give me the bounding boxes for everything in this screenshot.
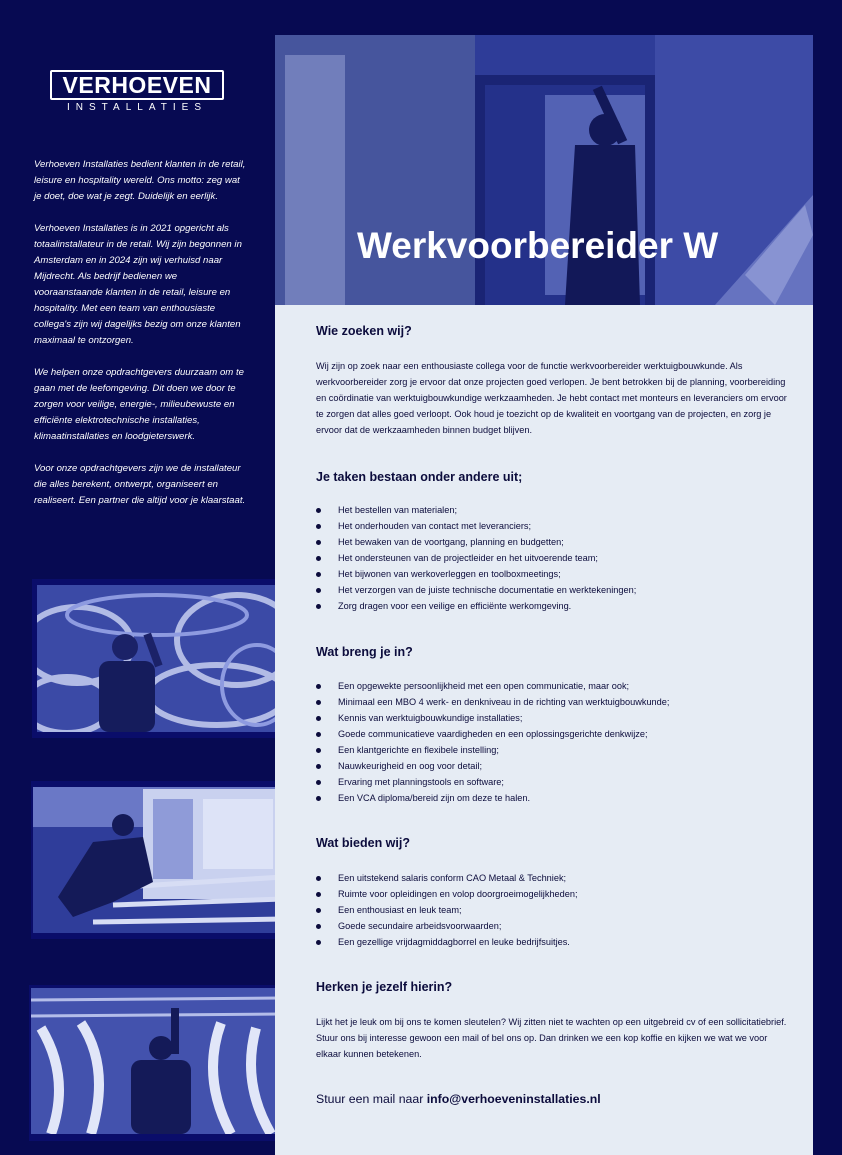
list-item: Zorg dragen voor een veilige en efficiënte werkomgeving. — [316, 598, 792, 614]
section-title-herken: Herken je jezelf hierin? — [316, 980, 453, 994]
list-item: Het bestellen van materialen; — [316, 502, 792, 518]
company-logo — [50, 70, 226, 116]
intro-paragraph: Voor onze opdrachtgevers zijn we de installateur die alles berekent, ontwerpt, organiseert en realiseert. Een partner die altijd voor je klaarstaat. — [34, 463, 246, 506]
list-item: Een gezellige vrijdagmiddagborrel en leuke bedrijfsuitjes. — [316, 934, 792, 950]
logo-subtitle: INSTALLATIES — [67, 102, 207, 113]
photo-technician-cables-image — [37, 585, 286, 732]
company-intro — [34, 157, 246, 525]
photo-technician-cables — [37, 585, 286, 732]
list-item: Nauwkeurigheid en oog voor detail; — [316, 758, 792, 774]
list-item: Het bewaken van de voortgang, planning en budgetten; — [316, 534, 792, 550]
section-text-wie: Wij zijn op zoek naar een enthousiaste collega voor de functie werkvoorbereider werktuigbouwkunde. Als werkvoorbereider zorg je ervoor dat onze projecten goed verlopen. Je bent betrokken bij de planning, voorbereiding en coördinatie van werktuigbouwkundige werkzaamheden. Je hebt contact met monteurs en leveranciers om ervoor te zorgen dat alles goed verloopt. Ook houd je toezicht op de kwaliteit en voortgang van de projecten, en zorg je ervoor dat de werkzaamheden binnen budget blijven. — [316, 361, 787, 435]
contact-prefix: Stuur een mail naar — [316, 1092, 427, 1106]
intro-paragraph: Verhoeven Installaties bedient klanten in de retail, leisure en hospitality wereld. Ons motto: zeg wat je doet, doe wat je zegt. Duidelijk en eerlijk. — [34, 159, 246, 202]
list-item: Goede communicatieve vaardigheden en een oplossingsgerichte denkwijze; — [316, 726, 792, 742]
list-item: Kennis van werktuigbouwkundige installaties; — [316, 710, 792, 726]
photo-technician-ceiling-image — [31, 988, 281, 1134]
photo-technician-unit-image — [33, 787, 283, 933]
logo-wordmark: VERHOEVEN — [50, 70, 224, 100]
list-item: Een uitstekend salaris conform CAO Metaal & Techniek; — [316, 870, 792, 886]
job-title: Werkvoorbereider W — [357, 225, 719, 266]
photo-technician-ceiling — [31, 988, 281, 1134]
section-title-breng: Wat breng je in? — [316, 645, 413, 659]
list-item: Het bijwonen van werkoverleggen en toolboxmeetings; — [316, 566, 792, 582]
list-item: Een opgewekte persoonlijkheid met een open communicatie, maar ook; — [316, 678, 792, 694]
intro-paragraph: We helpen onze opdrachtgevers duurzaam om te gaan met de leefomgeving. Dit doen we door te zorgen voor veilige, energie-, milieubewuste en efficiënte elektrotechnische installaties, klimaatinstallaties en loodgieterswerk. — [34, 367, 244, 442]
section-title-bieden: Wat bieden wij? — [316, 836, 410, 850]
list-item: Het ondersteunen van de projectleider en het uitvoerende team; — [316, 550, 792, 566]
list-item: Goede secundaire arbeidsvoorwaarden; — [316, 918, 792, 934]
list-item: Het onderhouden van contact met leveranciers; — [316, 518, 792, 534]
intro-paragraph: Verhoeven Installaties is in 2021 opgericht als totaalinstallateur in de retail. Wij zijn begonnen in Amsterdam en in 2024 zijn wij verhuisd naar Mijdrecht. Als bedrijf bedienen we vooraanstaande klanten in de retail, leisure en hospitality. Met een team van enthousiaste collega's zijn wij dagelijks bezig om onze klanten maximaal te ontzorgen. — [34, 223, 242, 346]
contact-line — [316, 1092, 601, 1106]
list-item: Een enthousiast en leuk team; — [316, 902, 792, 918]
list-breng — [316, 678, 792, 806]
list-item: Ruimte voor opleidingen en volop doorgroeimogelijkheden; — [316, 886, 792, 902]
list-item: Ervaring met planningstools en software; — [316, 774, 792, 790]
list-bieden — [316, 870, 792, 950]
list-taken — [316, 502, 792, 614]
list-item: Het verzorgen van de juiste technische documentatie en werktekeningen; — [316, 582, 792, 598]
section-text-herken: Lijkt het je leuk om bij ons te komen sleutelen? Wij zitten niet te wachten op een uitgebreid cv of een sollicitatiebrief. Stuur ons bij interesse gewoon een mail of bel ons op. Dan drinken we een kop koffie en kijken we wat we voor elkaar kunnen betekenen. — [316, 1017, 787, 1059]
list-item: Minimaal een MBO 4 werk- en denkniveau in de richting van werktuigbouwkunde; — [316, 694, 792, 710]
list-item: Een klantgerichte en flexibele instelling; — [316, 742, 792, 758]
section-title-taken: Je taken bestaan onder andere uit; — [316, 470, 523, 484]
section-title-wie: Wie zoeken wij? — [316, 324, 412, 338]
photo-technician-unit — [33, 787, 283, 933]
list-item: Een VCA diploma/bereid zijn om deze te halen. — [316, 790, 792, 806]
hero-banner — [275, 35, 813, 305]
contact-email-link[interactable]: info@verhoeveninstallaties.nl — [426, 1092, 601, 1106]
